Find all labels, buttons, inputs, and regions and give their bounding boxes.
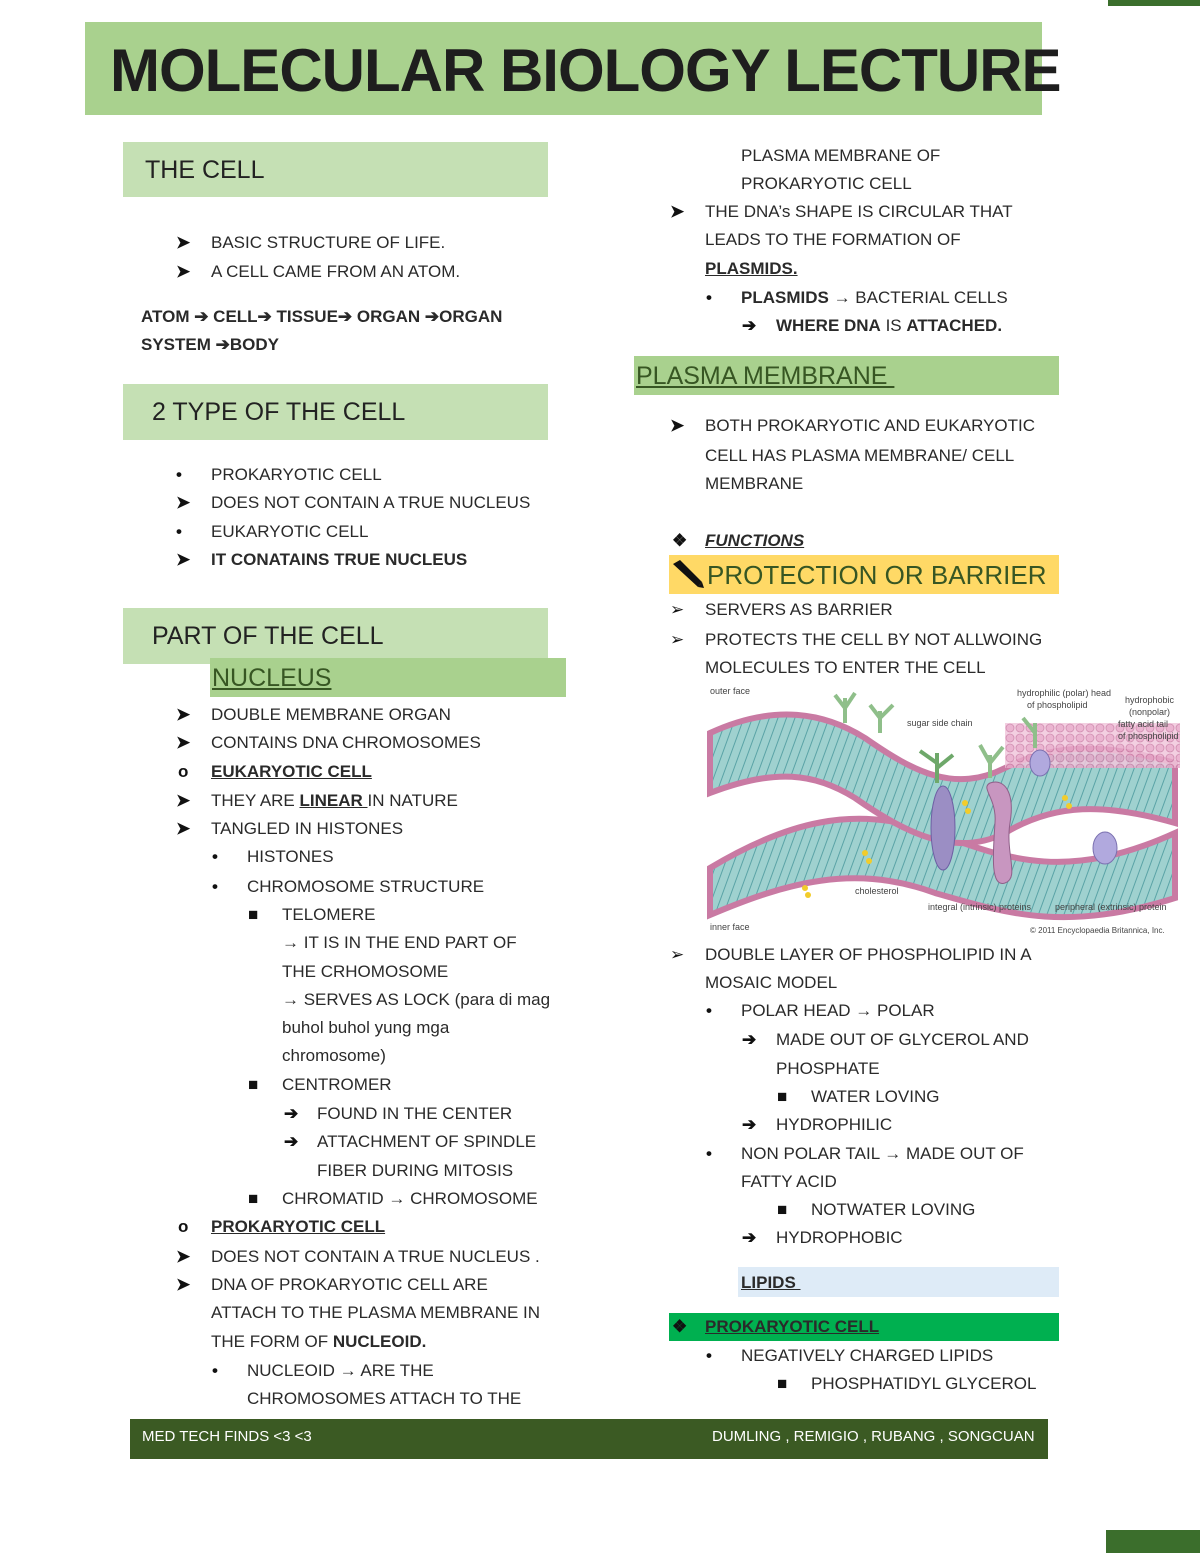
glycerol-line-1: MADE OUT OF GLYCEROL AND xyxy=(776,1030,1029,1049)
dot-bullet-icon: • xyxy=(212,1361,218,1380)
cell-chain-line-1: ATOM ➔ CELL➔ TISSUE➔ ORGAN ➔ORGAN xyxy=(141,307,503,326)
telomere-line: TELOMERE xyxy=(282,905,376,924)
label-hydrophilic-2: of phospholipid xyxy=(1027,700,1088,710)
arrow-bullet-icon: ➤ xyxy=(670,202,685,221)
label-copyright: © 2011 Encyclopaedia Britannica, Inc. xyxy=(1030,926,1165,935)
square-bullet-icon: ■ xyxy=(777,1374,788,1393)
arrow-outline-icon: ➢ xyxy=(670,630,685,649)
centromer-desc-3: FIBER DURING MITOSIS xyxy=(317,1161,514,1180)
dot-bullet-icon: • xyxy=(706,1346,712,1365)
plasmids-line xyxy=(741,284,1008,312)
label-peripheral: peripheral (extrinsic) protein xyxy=(1055,902,1167,912)
nucleoid-word: NUCLEOID. xyxy=(332,1332,427,1351)
label-hydrophobic-4: of phospholipid xyxy=(1118,731,1179,741)
nucleus-heading: NUCLEUS xyxy=(212,664,332,692)
nucleus-item-2: CONTAINS DNA CHROMOSOMES xyxy=(211,733,481,752)
dot-bullet-icon: • xyxy=(212,877,218,896)
square-bullet-icon: ■ xyxy=(248,1189,259,1208)
prokaryotic-heading: PROKARYOTIC CELL xyxy=(705,1317,880,1336)
pm-line-2: CELL HAS PLASMA MEMBRANE/ CELL xyxy=(705,446,1015,465)
arrow-right-icon: ➔ xyxy=(284,1132,299,1151)
dna-line-1: THE DNA’s SHAPE IS CIRCULAR THAT xyxy=(705,202,1013,221)
telomere-desc-1: → IT IS IN THE END PART OF xyxy=(282,933,517,952)
label-hydrophilic-1: hydrophilic (polar) head xyxy=(1017,688,1112,698)
footer-authors: DUMLING , REMIGIO , RUBANG , SONGCUAN xyxy=(712,1428,1035,1445)
cholesterol-mark xyxy=(965,808,971,814)
label-cholesterol: cholesterol xyxy=(855,886,899,896)
parts-heading: PART OF THE CELL xyxy=(152,622,384,650)
mosaic-line-1: DOUBLE LAYER OF PHOSPHOLIPID IN A xyxy=(705,945,1032,964)
centromer-desc-1: FOUND IN THE CENTER xyxy=(317,1104,513,1123)
hydrophilic-line: HYDROPHILIC xyxy=(776,1115,893,1134)
arrow-bullet-icon: ➤ xyxy=(176,733,191,752)
pencil-icon xyxy=(670,558,706,590)
notwater-line: NOTWATER LOVING xyxy=(811,1200,976,1219)
plasmids-rest: → BACTERIAL CELLS xyxy=(828,288,1008,307)
pm-line-3: MEMBRANE xyxy=(705,474,804,493)
cont-line-1: PLASMA MEMBRANE OF xyxy=(741,146,941,165)
label-integral: integral (intrinsic) proteins xyxy=(928,902,1032,912)
peripheral-protein xyxy=(1030,750,1050,776)
where-bold-2: ATTACHED. xyxy=(906,316,1003,335)
linear-word: LINEAR xyxy=(299,791,368,810)
telomere-desc-4: buhol buhol yung mga xyxy=(282,1018,450,1037)
linear-nature-line xyxy=(211,787,458,815)
cholesterol-mark xyxy=(1066,803,1072,809)
nucleoid-line-2: CHROMOSOMES ATTACH TO THE xyxy=(247,1389,522,1408)
pm-line-1: BOTH PROKARYOTIC AND EUKARYOTIC xyxy=(705,416,1035,435)
nonpolar-line-1: NON POLAR TAIL → MADE OUT OF xyxy=(741,1144,1024,1163)
centromer-desc-2: ATTACHMENT OF SPINDLE xyxy=(317,1132,537,1151)
arrow-bullet-icon: ➤ xyxy=(176,705,191,724)
functions-label: FUNCTIONS xyxy=(705,531,805,550)
dot-bullet-icon: • xyxy=(706,1144,712,1163)
nucleoid-line-1: NUCLEOID → ARE THE xyxy=(247,1361,434,1380)
label-sugar-side-chain: sugar side chain xyxy=(907,718,973,728)
footer-left-text: MED TECH FINDS <3 <3 xyxy=(142,1428,312,1445)
plasmids-word: PLASMIDS. xyxy=(705,259,798,278)
function-item-3: MOLECULES TO ENTER THE CELL xyxy=(705,658,986,677)
prok-item-1: DOES NOT CONTAIN A TRUE NUCLEUS . xyxy=(211,1247,540,1266)
square-bullet-icon: ■ xyxy=(777,1087,788,1106)
negative-lipids-line: NEGATIVELY CHARGED LIPIDS xyxy=(741,1346,994,1365)
arrow-bullet-icon: ➤ xyxy=(176,819,191,838)
dot-bullet-icon: • xyxy=(176,465,182,484)
arrow-right-icon: ➔ xyxy=(742,316,757,335)
where-rest: IS xyxy=(880,316,907,335)
sugar-chain xyxy=(870,705,893,733)
label-outer-face: outer face xyxy=(710,686,751,696)
label-hydrophobic-1: hydrophobic xyxy=(1125,695,1175,705)
cell-chain-line-2: SYSTEM ➔BODY xyxy=(141,335,279,354)
arrow-right-icon: ➔ xyxy=(284,1104,299,1123)
where-bold-1: WHERE DNA xyxy=(776,316,881,335)
chromosome-structure-line: CHROMOSOME STRUCTURE xyxy=(247,877,485,896)
cholesterol-mark xyxy=(862,850,868,856)
telomere-desc-3: → SERVES AS LOCK (para di mag xyxy=(282,990,551,1009)
diamond-bullet-icon: ❖ xyxy=(672,1317,688,1336)
lipids-heading: LIPIDS xyxy=(741,1273,801,1292)
arrow-bullet-icon: ➤ xyxy=(670,416,685,435)
arrow-right-icon: ➔ xyxy=(742,1030,757,1049)
type-item-2: DOES NOT CONTAIN A TRUE NUCLEUS xyxy=(211,493,531,512)
label-hydrophobic-3: fatty acid tail xyxy=(1118,719,1169,729)
tangled-line: TANGLED IN HISTONES xyxy=(211,819,404,838)
arrow-bullet-icon: ➤ xyxy=(176,233,191,252)
prok-item-4-pre: THE FORM OF xyxy=(211,1332,333,1351)
label-inner-face: inner face xyxy=(710,922,750,932)
chromatid-line: CHROMATID → CHROMOSOME xyxy=(282,1189,538,1208)
type-item-4: IT CONATAINS TRUE NUCLEUS xyxy=(211,550,468,569)
square-bullet-icon: ■ xyxy=(248,905,259,924)
arrow-bullet-icon: ➤ xyxy=(176,1275,191,1294)
type-item-3: EUKARYOTIC CELL xyxy=(211,522,369,541)
linear-pre: THEY ARE xyxy=(211,791,300,810)
water-loving-line: WATER LOVING xyxy=(811,1087,940,1106)
nucleus-item-1: DOUBLE MEMBRANE ORGAN xyxy=(211,705,451,724)
square-bullet-icon: ■ xyxy=(777,1200,788,1219)
plasmids-bold: PLASMIDS xyxy=(741,288,829,307)
arrow-outline-icon: ➢ xyxy=(670,945,685,964)
mosaic-line-2: MOSAIC MODEL xyxy=(705,973,838,992)
function-item-1: SERVERS AS BARRIER xyxy=(705,600,893,619)
label-hydrophobic-2: (nonpolar) xyxy=(1129,707,1171,717)
centromer-line: CENTROMER xyxy=(282,1075,392,1094)
circle-bullet-icon: o xyxy=(178,1217,189,1236)
peripheral-protein xyxy=(1093,832,1117,864)
plasma-membrane-heading: PLASMA MEMBRANE xyxy=(636,362,895,390)
prok-item-2: DNA OF PROKARYOTIC CELL ARE xyxy=(211,1275,488,1294)
integral-protein xyxy=(931,786,955,870)
protection-heading: PROTECTION OR BARRIER xyxy=(707,560,1047,590)
eukaryotic-subheading: EUKARYOTIC CELL xyxy=(211,762,372,781)
cholesterol-mark xyxy=(805,892,811,898)
glycerol-line-2: PHOSPHATE xyxy=(776,1059,880,1078)
function-item-2: PROTECTS THE CELL BY NOT ALLWOING xyxy=(705,630,1043,649)
polar-head-line: POLAR HEAD → POLAR xyxy=(741,1001,935,1020)
arrow-right-icon: ➔ xyxy=(742,1115,757,1134)
linear-post: IN NATURE xyxy=(367,791,458,810)
dot-bullet-icon: • xyxy=(706,1001,712,1020)
dna-line-2: LEADS TO THE FORMATION OF xyxy=(705,230,961,249)
cell-item-1: BASIC STRUCTURE OF LIFE. xyxy=(211,233,446,252)
the-cell-heading: THE CELL xyxy=(145,156,265,184)
dot-bullet-icon: • xyxy=(176,522,182,541)
cholesterol-mark xyxy=(866,858,872,864)
sugar-chain xyxy=(835,693,855,723)
cholesterol-mark xyxy=(962,800,968,806)
corner-decoration-bottom xyxy=(1106,1530,1200,1553)
arrow-bullet-icon: ➤ xyxy=(176,791,191,810)
square-bullet-icon: ■ xyxy=(248,1075,259,1094)
type-item-1: PROKARYOTIC CELL xyxy=(211,465,382,484)
hydrophobic-line: HYDROPHOBIC xyxy=(776,1228,903,1247)
cell-item-2: A CELL CAME FROM AN ATOM. xyxy=(211,262,461,281)
cholesterol-mark xyxy=(1062,795,1068,801)
circle-bullet-icon: o xyxy=(178,762,189,781)
arrow-bullet-icon: ➤ xyxy=(176,550,191,569)
page-title: MOLECULAR BIOLOGY LECTURE xyxy=(110,37,1061,104)
cont-line-2: PROKARYOTIC CELL xyxy=(741,174,912,193)
nonpolar-line-2: FATTY ACID xyxy=(741,1172,837,1191)
arrow-bullet-icon: ➤ xyxy=(176,1247,191,1266)
prok-item-3: ATTACH TO THE PLASMA MEMBRANE IN xyxy=(211,1303,541,1322)
prok-item-4 xyxy=(211,1328,426,1356)
telomere-desc-2: THE CRHOMOSOME xyxy=(282,962,449,981)
cholesterol-mark xyxy=(802,885,808,891)
dot-bullet-icon: • xyxy=(212,847,218,866)
types-heading: 2 TYPE OF THE CELL xyxy=(152,398,406,426)
telomere-desc-5: chromosome) xyxy=(282,1046,386,1065)
corner-decoration-top xyxy=(1108,0,1200,6)
arrow-bullet-icon: ➤ xyxy=(176,493,191,512)
phosphatidyl-line: PHOSPHATIDYL GLYCEROL xyxy=(811,1374,1037,1393)
prokaryotic-subheading: PROKARYOTIC CELL xyxy=(211,1217,386,1236)
arrow-bullet-icon: ➤ xyxy=(176,262,191,281)
arrow-outline-icon: ➢ xyxy=(670,600,685,619)
histones-line: HISTONES xyxy=(247,847,334,866)
plasma-membrane-diagram xyxy=(705,683,1185,938)
where-dna-line xyxy=(776,312,1002,340)
dot-bullet-icon: • xyxy=(706,288,712,307)
arrow-right-icon: ➔ xyxy=(742,1228,757,1247)
diamond-bullet-icon: ❖ xyxy=(672,531,688,550)
